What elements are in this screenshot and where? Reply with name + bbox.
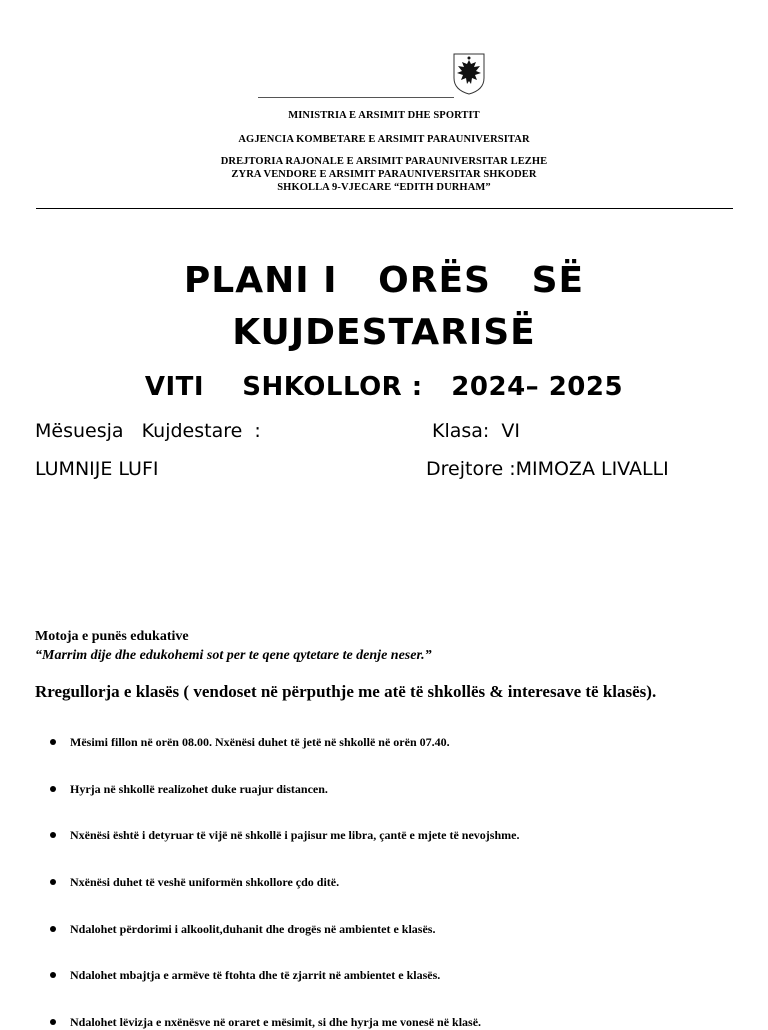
header-underline	[258, 97, 454, 98]
bullet-icon	[50, 926, 56, 932]
rule-item: Nxënësi është i detyruar të vijë në shkollë i pajisur me libra, çantë e mjete të nevojshme.	[70, 828, 520, 842]
school-year: VITI SHKOLLOR : 2024– 2025	[144, 372, 624, 402]
class-label: Klasa: VI	[432, 420, 521, 442]
ministry-line: MINISTRIA E ARSIMIT DHE SPORTIT	[288, 110, 480, 121]
bullet-icon	[50, 1019, 56, 1025]
director-name: Drejtore :MIMOZA LIVALLI	[426, 458, 669, 480]
rule-item: Ndalohet mbajtja e armëve të ftohta dhe të zjarrit në ambientet e klasës.	[70, 968, 441, 982]
bullet-icon	[50, 832, 56, 838]
rules-heading: Rregullorja e klasës ( vendoset në përputhje me atë të shkollës & interesave të klasës).	[35, 682, 657, 701]
rule-item: Nxënësi duhet të veshë uniformën shkollore çdo ditë.	[70, 875, 340, 889]
school-name-line: SHKOLLA 9-VJECARE “EDITH DURHAM”	[277, 182, 491, 193]
document-title-line2: KUJDESTARISË	[232, 312, 536, 353]
bullet-icon	[50, 972, 56, 978]
header-divider	[36, 208, 733, 209]
bullet-icon	[50, 879, 56, 885]
teacher-name: LUMNIJE LUFI	[35, 458, 159, 480]
bullet-icon	[50, 786, 56, 792]
albanian-eagle-emblem-icon	[452, 52, 486, 96]
regional-directorate-line: DREJTORIA RAJONALE E ARSIMIT PARAUNIVERSITAR LEZHE	[220, 156, 548, 167]
teacher-label: Mësuesja Kujdestare :	[35, 420, 261, 442]
motto-label: Motoja e punës edukative	[35, 629, 189, 644]
document-title-line1: PLANI I ORËS SË	[183, 260, 585, 301]
agency-line: AGJENCIA KOMBETARE E ARSIMIT PARAUNIVERSITAR	[238, 134, 530, 145]
bullet-icon	[50, 739, 56, 745]
motto-quote: “Marrim dije dhe edukohemi sot per te qene qytetare te denje neser.”	[35, 648, 432, 663]
rule-item: Mësimi fillon në orën 08.00. Nxënësi duhet të jetë në shkollë në orën 07.40.	[70, 735, 450, 749]
local-office-line: ZYRA VENDORE E ARSIMIT PARAUNIVERSITAR SHKODER	[231, 169, 537, 180]
rule-item: Hyrja në shkollë realizohet duke ruajur distancen.	[70, 782, 328, 796]
rule-item: Ndalohet lëvizja e nxënësve në oraret e mësimit, si dhe hyrja me vonesë në klasë.	[70, 1015, 482, 1029]
rule-item: Ndalohet përdorimi i alkoolit,duhanit dhe drogës në ambientet e klasës.	[70, 922, 436, 936]
